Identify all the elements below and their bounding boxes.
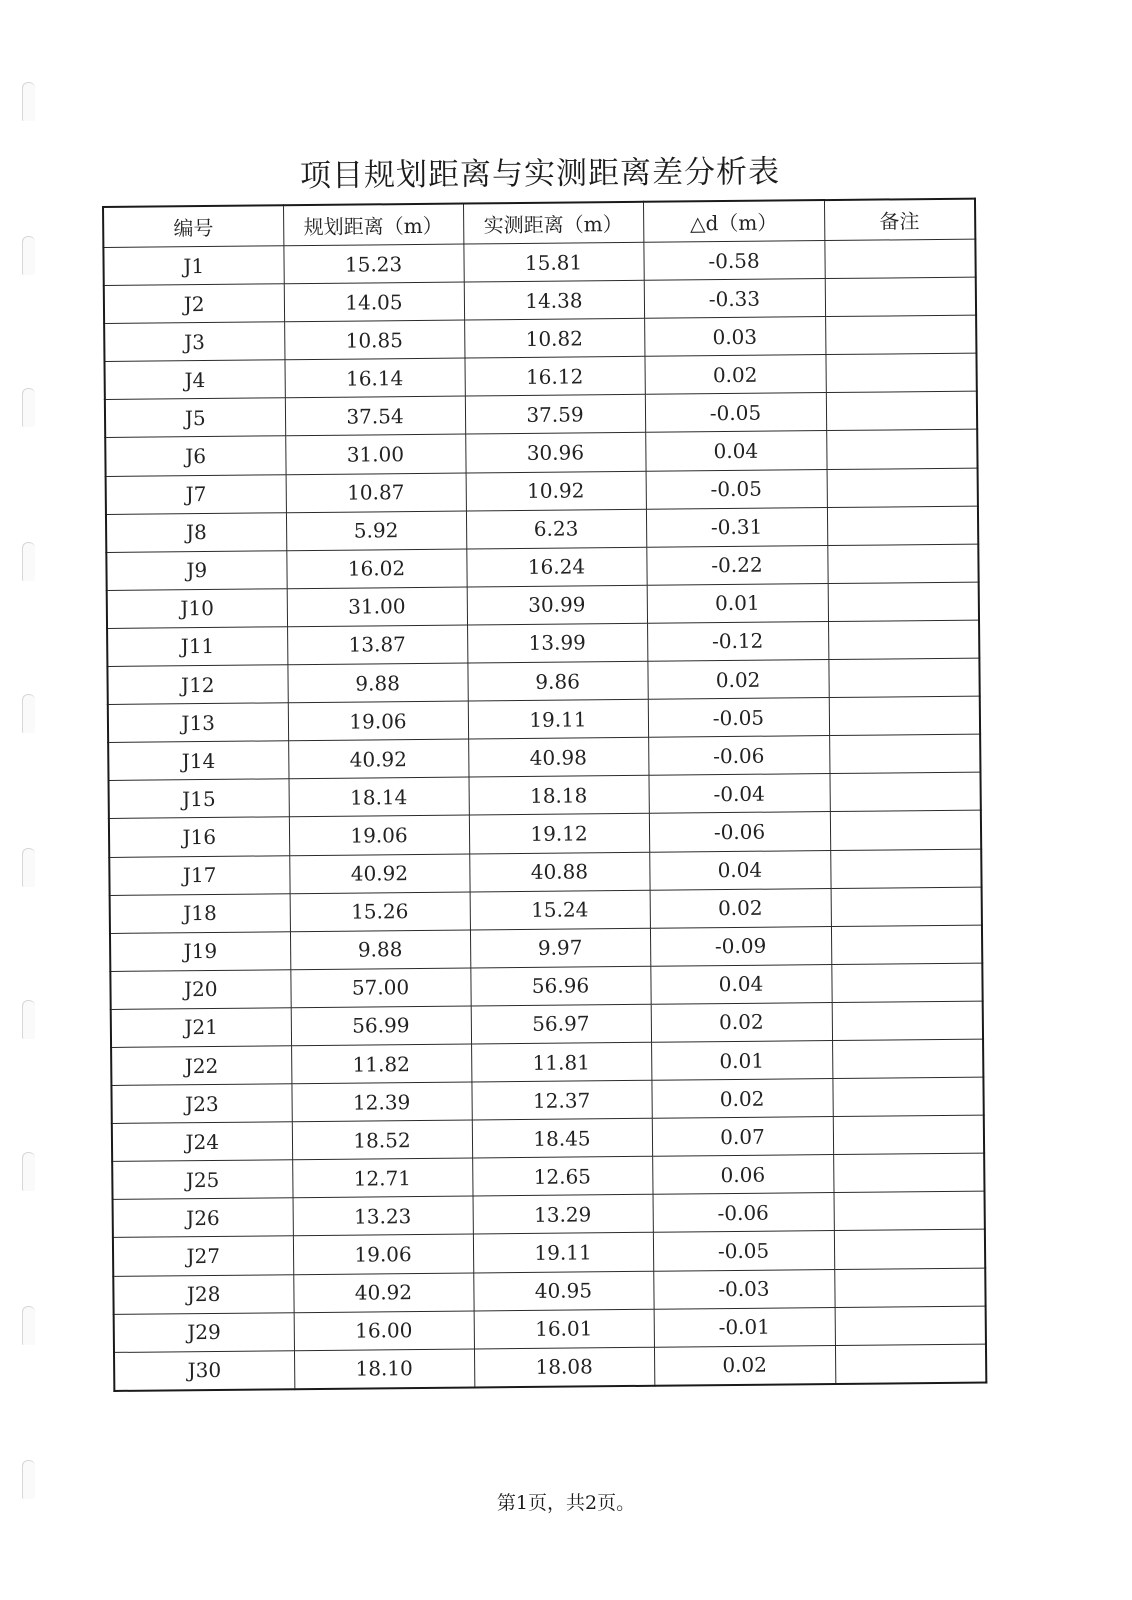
punch-hole-mark	[22, 1000, 35, 1039]
cell-id: J12	[107, 665, 287, 705]
cell-planned-distance: 10.85	[284, 320, 464, 360]
cell-measured-distance: 15.24	[470, 890, 650, 930]
cell-remarks	[827, 506, 978, 546]
cell-planned-distance: 16.00	[294, 1311, 474, 1351]
cell-remarks	[828, 582, 979, 622]
table-body	[103, 239, 986, 1391]
cell-measured-distance: 19.11	[468, 699, 648, 739]
cell-id: J29	[114, 1312, 294, 1352]
cell-remarks	[834, 1191, 985, 1231]
cell-id: J4	[104, 360, 284, 400]
cell-planned-distance: 5.92	[286, 511, 466, 551]
cell-remarks	[825, 353, 976, 393]
cell-remarks	[827, 544, 978, 584]
page-footer: 第1页，共2页。	[496, 1492, 636, 1514]
cell-remarks	[829, 696, 980, 736]
cell-delta: -0.04	[648, 774, 829, 814]
cell-delta: -0.58	[643, 241, 824, 281]
cell-delta: -0.05	[653, 1231, 834, 1271]
cell-delta: -0.06	[653, 1193, 834, 1233]
cell-delta: -0.05	[646, 469, 827, 509]
cell-delta: -0.06	[648, 736, 829, 776]
cell-remarks	[832, 1077, 983, 1117]
cell-measured-distance: 10.92	[466, 471, 646, 511]
punch-hole-mark	[22, 542, 35, 581]
cell-planned-distance: 10.87	[286, 473, 466, 513]
cell-planned-distance: 37.54	[285, 396, 465, 436]
cell-measured-distance: 12.37	[471, 1080, 651, 1120]
cell-remarks	[826, 430, 977, 470]
cell-remarks	[835, 1306, 986, 1346]
cell-measured-distance: 19.11	[473, 1233, 653, 1273]
cell-planned-distance: 40.92	[293, 1273, 473, 1313]
cell-remarks	[833, 1115, 984, 1155]
cell-remarks	[829, 772, 980, 812]
cell-delta: 0.07	[652, 1117, 833, 1157]
cell-measured-distance: 9.86	[467, 661, 647, 701]
punch-hole-mark	[22, 82, 35, 121]
cell-measured-distance: 15.81	[463, 242, 643, 282]
cell-id: J5	[105, 398, 285, 438]
cell-delta: 0.04	[649, 850, 830, 890]
cell-planned-distance: 14.05	[284, 282, 464, 322]
cell-remarks	[834, 1230, 985, 1270]
cell-remarks	[829, 734, 980, 774]
cell-delta: 0.02	[651, 1002, 832, 1042]
cell-id: J10	[107, 589, 287, 629]
punch-hole-mark	[22, 848, 35, 887]
cell-planned-distance: 56.99	[291, 1006, 471, 1046]
cell-remarks	[832, 1001, 983, 1041]
cell-measured-distance: 6.23	[466, 509, 646, 549]
cell-planned-distance: 19.06	[288, 701, 468, 741]
cell-measured-distance: 30.99	[467, 585, 647, 625]
cell-delta: 0.04	[645, 431, 826, 471]
cell-delta: 0.02	[650, 888, 831, 928]
cell-planned-distance: 16.14	[284, 358, 464, 398]
cell-delta: 0.01	[651, 1040, 832, 1080]
cell-measured-distance: 9.97	[470, 928, 650, 968]
punch-hole-mark	[22, 388, 35, 427]
header-id: 编号	[103, 205, 283, 247]
cell-planned-distance: 40.92	[289, 854, 469, 894]
cell-delta: 0.03	[644, 317, 825, 357]
cell-id: J17	[109, 855, 289, 895]
punch-hole-mark	[22, 236, 35, 275]
cell-delta: -0.05	[645, 393, 826, 433]
cell-measured-distance: 16.01	[474, 1309, 654, 1349]
document-title: 项目规划距离与实测距离差分析表	[299, 153, 781, 195]
cell-id: J1	[103, 246, 283, 286]
cell-id: J25	[112, 1160, 292, 1200]
cell-delta: -0.33	[644, 279, 825, 319]
cell-planned-distance: 12.39	[291, 1082, 471, 1122]
cell-id: J2	[104, 284, 284, 324]
cell-planned-distance: 9.88	[290, 930, 470, 970]
cell-remarks	[833, 1153, 984, 1193]
cell-measured-distance: 56.97	[471, 1004, 651, 1044]
cell-measured-distance: 56.96	[470, 966, 650, 1006]
cell-planned-distance: 31.00	[285, 434, 465, 474]
cell-delta: 0.04	[650, 964, 831, 1004]
header-planned-distance: 规划距离（m）	[283, 204, 463, 246]
cell-remarks	[825, 277, 976, 317]
cell-id: J18	[110, 893, 290, 933]
cell-remarks	[830, 849, 981, 889]
cell-id: J19	[110, 931, 290, 971]
cell-id: J16	[109, 817, 289, 857]
cell-delta: 0.02	[651, 1079, 832, 1119]
cell-id: J26	[113, 1198, 293, 1238]
cell-remarks	[830, 810, 981, 850]
cell-measured-distance: 40.95	[473, 1271, 653, 1311]
cell-measured-distance: 13.99	[467, 623, 647, 663]
cell-id: J24	[112, 1122, 292, 1162]
header-remarks: 备注	[824, 199, 975, 241]
cell-planned-distance: 15.23	[283, 244, 463, 284]
cell-measured-distance: 18.45	[472, 1118, 652, 1158]
cell-measured-distance: 14.38	[464, 280, 644, 320]
cell-remarks	[825, 315, 976, 355]
cell-planned-distance: 18.10	[294, 1349, 474, 1389]
cell-planned-distance: 11.82	[291, 1044, 471, 1084]
punch-hole-mark	[22, 1152, 35, 1191]
cell-delta: 0.01	[647, 583, 828, 623]
cell-delta: 0.02	[647, 660, 828, 700]
cell-id: J6	[105, 436, 285, 476]
cell-id: J20	[110, 970, 290, 1010]
cell-remarks	[832, 1039, 983, 1079]
cell-delta: 0.06	[652, 1155, 833, 1195]
cell-remarks	[831, 887, 982, 927]
cell-id: J21	[111, 1008, 291, 1048]
cell-measured-distance: 13.29	[473, 1195, 653, 1235]
punch-hole-mark	[22, 694, 35, 733]
cell-planned-distance: 13.87	[287, 625, 467, 665]
cell-id: J9	[106, 550, 286, 590]
cell-remarks	[835, 1344, 986, 1384]
cell-measured-distance: 19.12	[469, 814, 649, 854]
cell-delta: -0.06	[649, 812, 830, 852]
cell-id: J28	[113, 1274, 293, 1314]
cell-planned-distance: 19.06	[293, 1234, 473, 1274]
cell-measured-distance: 11.81	[471, 1042, 651, 1082]
cell-id: J14	[108, 741, 288, 781]
cell-measured-distance: 40.88	[469, 852, 649, 892]
cell-remarks	[828, 658, 979, 698]
cell-measured-distance: 18.08	[474, 1347, 654, 1387]
table-row	[114, 1344, 986, 1391]
cell-delta: -0.22	[646, 545, 827, 585]
cell-id: J22	[111, 1046, 291, 1086]
cell-delta: 0.02	[654, 1345, 835, 1385]
cell-planned-distance: 19.06	[289, 815, 469, 855]
cell-measured-distance: 16.24	[466, 547, 646, 587]
cell-id: J27	[113, 1236, 293, 1276]
cell-remarks	[827, 468, 978, 508]
cell-id: J13	[108, 703, 288, 743]
cell-id: J7	[106, 474, 286, 514]
cell-planned-distance: 18.52	[292, 1120, 472, 1160]
cell-measured-distance: 37.59	[465, 395, 645, 435]
cell-planned-distance: 16.02	[286, 549, 466, 589]
cell-measured-distance: 12.65	[472, 1157, 652, 1197]
cell-remarks	[828, 620, 979, 660]
cell-planned-distance: 13.23	[293, 1196, 473, 1236]
distance-analysis-table	[102, 198, 987, 1392]
cell-measured-distance: 30.96	[465, 433, 645, 473]
cell-delta: -0.09	[650, 926, 831, 966]
cell-planned-distance: 40.92	[288, 739, 468, 779]
cell-id: J11	[107, 627, 287, 667]
cell-remarks	[826, 391, 977, 431]
cell-remarks	[831, 963, 982, 1003]
cell-delta: -0.12	[647, 621, 828, 661]
cell-delta: 0.02	[644, 355, 825, 395]
cell-planned-distance: 15.26	[290, 892, 470, 932]
cell-delta: -0.05	[648, 698, 829, 738]
analysis-table-container	[102, 198, 987, 1392]
cell-delta: -0.01	[654, 1307, 835, 1347]
cell-remarks	[834, 1268, 985, 1308]
cell-remarks	[824, 239, 975, 279]
cell-measured-distance: 10.82	[464, 318, 644, 358]
cell-measured-distance: 18.18	[469, 776, 649, 816]
cell-planned-distance: 12.71	[292, 1158, 472, 1198]
cell-planned-distance: 57.00	[290, 968, 470, 1008]
cell-measured-distance: 40.98	[468, 738, 648, 778]
cell-measured-distance: 16.12	[464, 357, 644, 397]
cell-delta: -0.31	[646, 507, 827, 547]
cell-id: J30	[114, 1350, 294, 1390]
header-measured-distance: 实测距离（m）	[463, 202, 643, 244]
cell-id: J3	[104, 322, 284, 362]
cell-remarks	[831, 925, 982, 965]
cell-planned-distance: 18.14	[289, 777, 469, 817]
header-delta: △d（m）	[643, 200, 824, 242]
cell-planned-distance: 31.00	[287, 587, 467, 627]
cell-id: J8	[106, 512, 286, 552]
cell-delta: -0.03	[653, 1269, 834, 1309]
cell-id: J15	[109, 779, 289, 819]
cell-id: J23	[111, 1084, 291, 1124]
punch-hole-mark	[22, 1306, 35, 1345]
cell-planned-distance: 9.88	[287, 663, 467, 703]
